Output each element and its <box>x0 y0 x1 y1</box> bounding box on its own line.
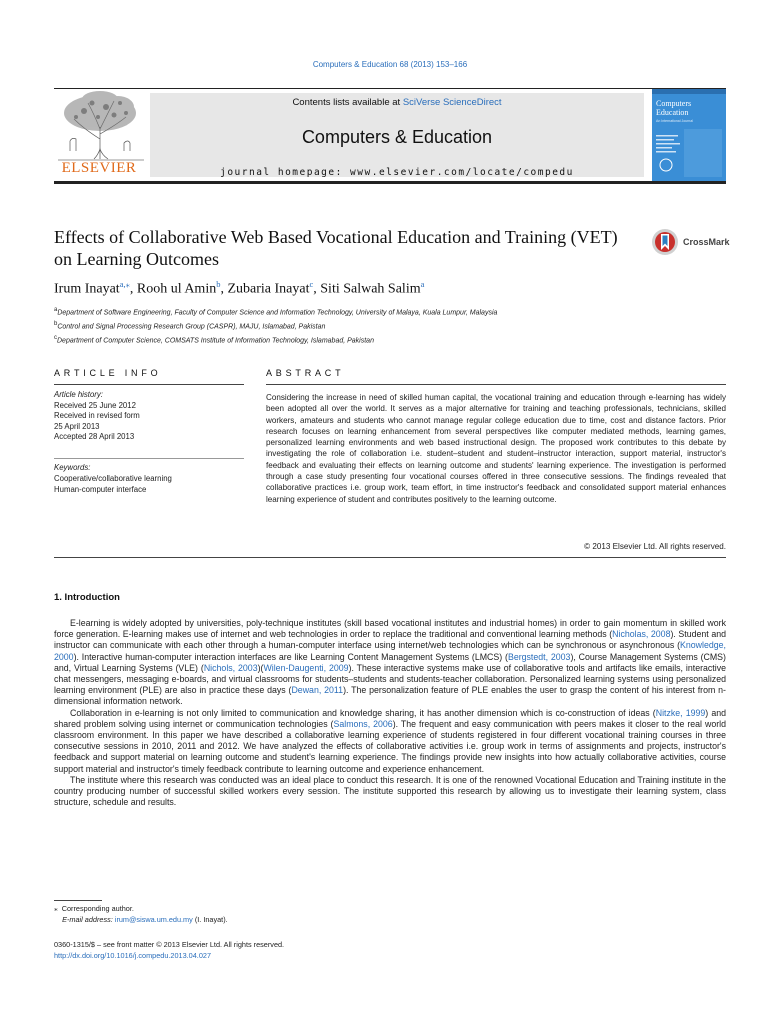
paragraph-text: The institute where this research was conducted was an ideal place to conduct this research. It is one of the renowned Vocational Education and Training institute in the country producing number of successful skilled workers every session. The institute supported this research by allowing us to investigate their learning system, class structure, schedule and results. <box>54 774 726 808</box>
citation-link[interactable]: Knowledge, 2000 <box>54 640 726 662</box>
history-item: Received in revised form <box>54 411 140 420</box>
divider <box>54 384 244 385</box>
contents-line <box>150 97 644 108</box>
citation-link[interactable]: Bergstedt, 2003 <box>507 651 571 662</box>
paragraph <box>54 708 726 775</box>
paragraph-text: ) and shared problem solving using internet or communication technologies ( <box>54 707 726 729</box>
contents-prefix: Contents lists available at <box>292 97 403 108</box>
author-separator: , <box>313 281 321 297</box>
paragraph-text: E-learning is widely adopted by universities, poly-technique institutes (skill based vocational institutes and industrial homes) in order to gain momentum in skilled work force generation. E-learning makes use of internet and web technologies in order to replace the traditional and conventional learning methods ( <box>54 618 726 640</box>
paragraph-text: ), Course Management Systems (CMS) and, Virtual Learning Systems (VLE) ( <box>54 651 726 673</box>
author-list <box>54 279 424 298</box>
affiliation-text: Control and Signal Processing Research Group (CASPR), MAJU, Islamabad, Pakistan <box>57 323 326 331</box>
paragraph-text: ). These interactive systems make use of collaborative tools and artifacts like emails, interactive chat messengers, messaging e-boards, and virtual classrooms for students–students and students-teacher collaboration. Personalized learning systems using personalized learning environment (PLE) are also in practice these days ( <box>54 662 726 696</box>
article-info-heading: ARTICLE INFO <box>54 368 162 378</box>
article-history <box>54 390 244 443</box>
history-item: Accepted 28 April 2013 <box>54 432 135 441</box>
author-affiliation-marker[interactable]: c <box>309 279 314 289</box>
elsevier-wordmark: ELSEVIER <box>61 160 137 176</box>
citation-link[interactable]: Wilen-Daugenti, 2009 <box>263 662 349 673</box>
affiliation-text: Department of Computer Science, COMSATS Institute of Information Technology, Islamabad, Pakistan <box>57 336 374 344</box>
affiliation-text: Department of Software Engineering, Faculty of Computer Science and Information Technology, University of Malaya, Kuala Lumpur, Malaysia <box>57 309 498 317</box>
abstract-copyright: © 2013 Elsevier Ltd. All rights reserved. <box>584 542 726 551</box>
svg-text:Computers: Computers <box>656 99 692 108</box>
paragraph-text: ). Student and instructor can communicate with each other through a human-computer interface using internet/web technologies which can be synchronous or asynchronous ( <box>54 629 726 651</box>
crossmark-label: CrossMark <box>683 237 730 247</box>
journal-cover-icon <box>652 89 726 181</box>
corresponding-author-note: Corresponding author. <box>61 904 134 913</box>
affiliation-item <box>54 305 497 319</box>
footnote <box>54 904 228 925</box>
citation-link[interactable]: Salmons, 2006 <box>333 718 393 729</box>
citation-link[interactable]: Dewan, 2011 <box>291 685 344 696</box>
section-heading-introduction: 1. Introduction <box>54 592 120 603</box>
journal-banner <box>150 93 644 177</box>
divider <box>266 384 726 385</box>
author-name: Irum Inayat <box>54 281 120 297</box>
author-affiliation-marker[interactable]: a, <box>119 279 126 289</box>
affiliation-item <box>54 319 497 333</box>
paragraph-text: )( <box>257 662 264 673</box>
paragraph <box>54 618 726 708</box>
elsevier-logo[interactable] <box>54 89 150 181</box>
email-suffix: (I. Inayat). <box>192 914 228 924</box>
article-title: Effects of Collaborative Web Based Vocational Education and Training (VET) on Learning Outcomes <box>54 227 618 269</box>
affiliation-marker: b <box>54 320 58 327</box>
author-separator: , <box>220 281 228 297</box>
paragraph <box>54 775 726 809</box>
history-item: Received 25 June 2012 <box>54 400 136 410</box>
citation-link[interactable]: Nicholas, 2008 <box>612 629 671 640</box>
keyword-item: Human-computer interface <box>54 485 147 494</box>
author-affiliation-marker[interactable]: b <box>216 279 221 289</box>
affiliation-marker: c <box>54 334 57 341</box>
citation-link[interactable]: Nitzke, 1999 <box>655 707 706 718</box>
author-name: Zubaria Inayat <box>227 281 310 297</box>
affiliation-marker: a <box>54 307 58 313</box>
crossmark-icon <box>651 228 679 256</box>
affiliation-list <box>54 305 497 346</box>
sciencedirect-link[interactable]: SciVerse ScienceDirect <box>402 97 502 108</box>
divider <box>54 458 244 459</box>
svg-text:An International Journal: An International Journal <box>656 119 693 123</box>
author-email-link[interactable]: irum@siswa.um.edu.my <box>114 914 193 924</box>
author-affiliation-marker[interactable]: a <box>420 279 425 289</box>
citation-link[interactable]: Nichols, 2003 <box>203 662 258 673</box>
elsevier-tree-icon <box>54 89 150 161</box>
author-name: Rooh ul Amin <box>136 281 217 297</box>
issn-line: 0360-1315/$ – see front matter © 2013 Elsevier Ltd. All rights reserved. <box>54 940 285 949</box>
crossmark-badge[interactable] <box>651 228 741 258</box>
journal-cover-image[interactable] <box>652 89 726 181</box>
journal-citation[interactable]: Computers & Education 68 (2013) 153–166 <box>312 60 468 69</box>
corresponding-author-marker[interactable]: ⁎ <box>125 279 130 289</box>
keyword-item: Cooperative/collaborative learning <box>54 474 172 483</box>
front-matter <box>54 940 284 961</box>
paragraph-text: Collaboration in e-learning is not only limited to communication and knowledge sharing, it has another dimension which is co-construction of ideas ( <box>70 707 656 718</box>
keywords-label: Keywords: <box>54 463 91 472</box>
abstract-heading: ABSTRACT <box>266 368 345 378</box>
svg-text:Education: Education <box>656 108 689 117</box>
affiliation-item <box>54 333 497 347</box>
history-item: 25 April 2013 <box>54 421 100 431</box>
divider <box>54 557 726 558</box>
paragraph-text: ). The frequent and easy communication with peers makes it closer to the real world classroom environment. In this paper we have described a collaborative learning experience of students registered in four different vocational training courses in three consecutive sessions in 2010, 2011 and 2012. We have analyzed the effects of collaborative activities i.e. group work in terms of assignments and projects, instructor's feedback and support material on learning outcome and student's learning experience. The findings provide new insights into how actually collaborative activities, course support material and instructor's timely feedback contribute to learning outcome and experience enhancement. <box>54 718 727 774</box>
footnote-marker: ⁎ <box>54 904 58 913</box>
introduction-body <box>54 618 726 808</box>
history-label: Article history: <box>54 390 103 399</box>
author-name: Siti Salwah Salim <box>320 281 421 297</box>
paragraph-text: ). Interactive human-computer interaction interfaces are like Learning Content Management Systems (LMCS) ( <box>73 651 508 662</box>
doi-link[interactable]: http://dx.doi.org/10.1016/j.compedu.2013.04.027 <box>54 950 212 960</box>
journal-title: Computers & Education <box>301 127 493 147</box>
journal-homepage[interactable]: journal homepage: www.elsevier.com/locate/compedu <box>220 167 574 178</box>
abstract-text: Considering the increase in need of skilled human capital, the vocational training and education through e-learning has widely been adopted all over the world. It serves as a major alternative for training and teaching professionals, technicians, skilled workers, amateurs and students who cannot manage regular college education due to time, cost and distance factors. Prior research focuses on learning enhancement from several perspectives like computer mediated methods, learning games, personalized learning environments and web based instructional design. The proposed work contributes to this debate by investigating the role of collaboration i.e. student–student and student–instructor interaction, support material, instructor's feedback and evaluating their effects on learning outcome and students' learning experience. The investigation is performed through a case study presenting four vocational courses offered in three consecutive sessions. The findings revealed that collaborative practices i.e. group work, team effort, in time instructor's feedback and consolidated support material enhances learning experience of student and contributes positively to the learning outcome. <box>266 393 726 504</box>
footnote-divider <box>54 900 102 901</box>
paragraph-text: ). The personalization feature of PLE enables the user to grasp the content of his interest from n-dimensional information network. <box>54 685 726 707</box>
journal-header <box>54 88 726 184</box>
keywords-section <box>54 462 244 495</box>
author-separator: , <box>129 281 137 297</box>
email-label: E-mail address: <box>62 914 115 924</box>
